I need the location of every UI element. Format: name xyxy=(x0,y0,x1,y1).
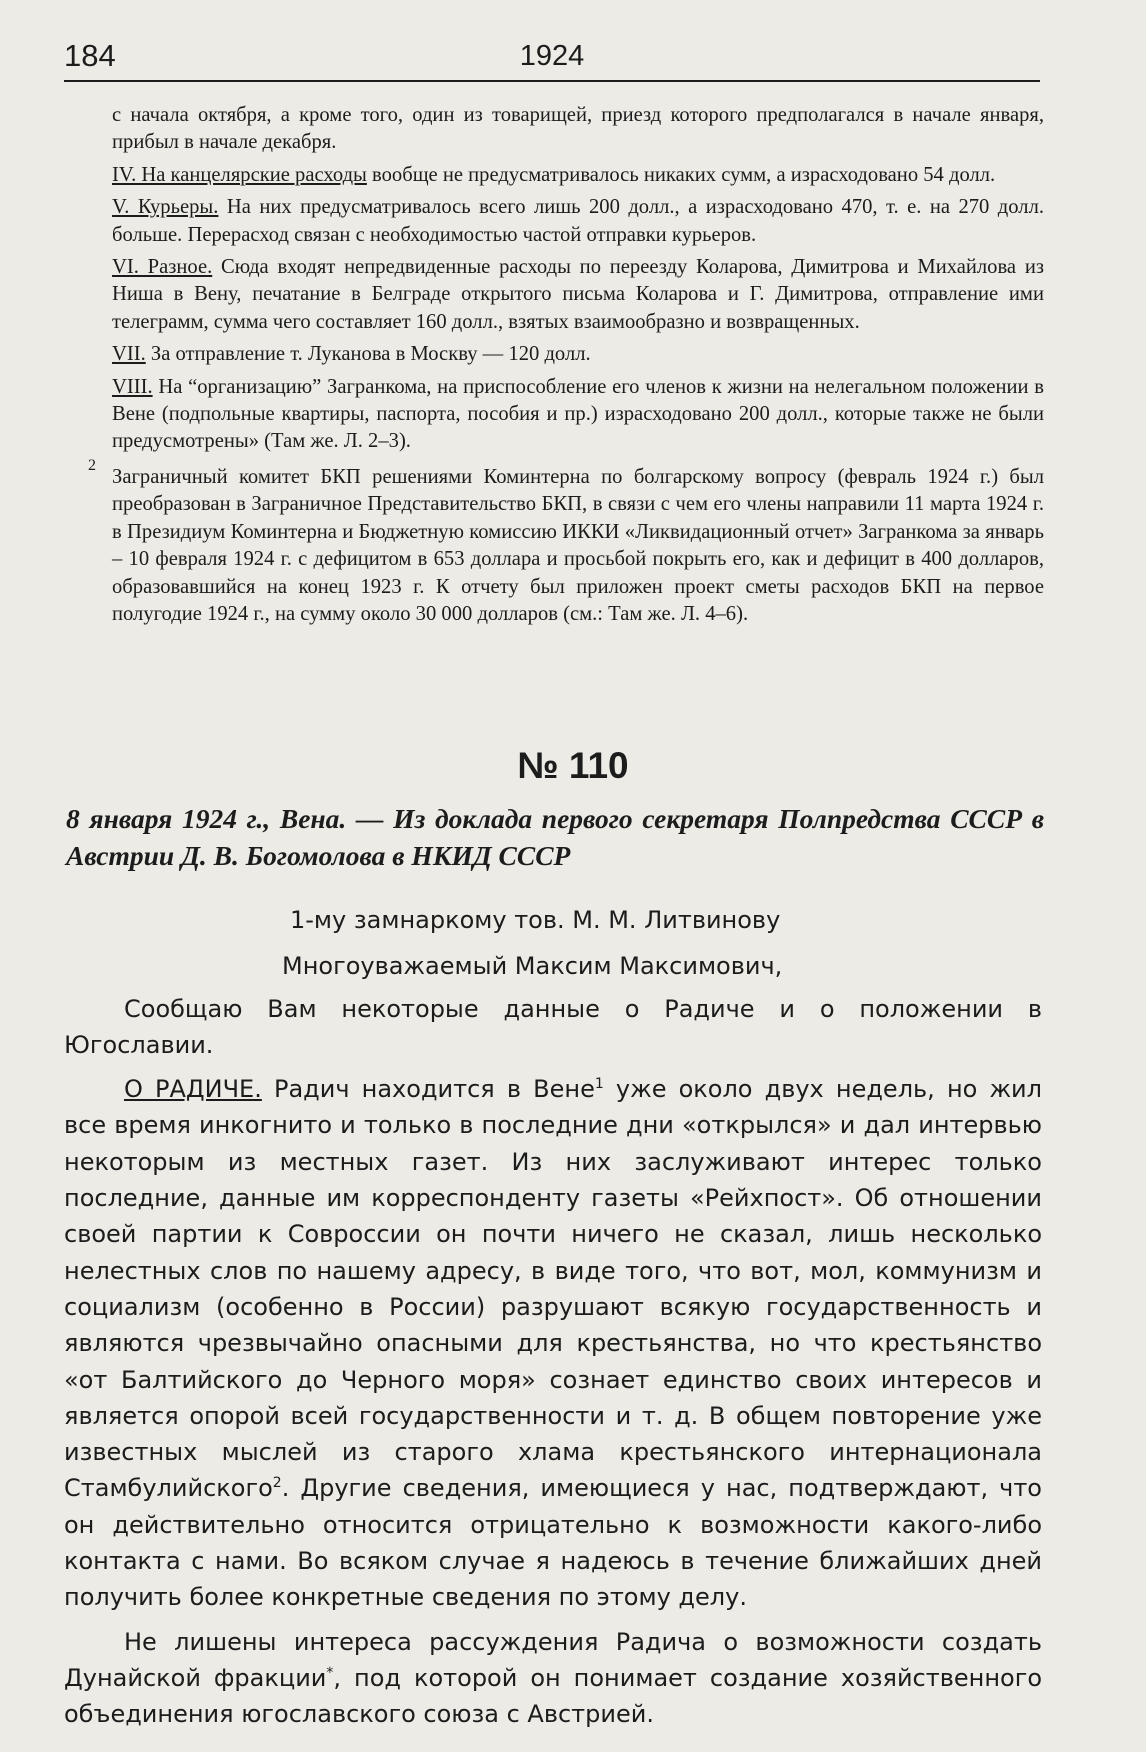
document-number: № 110 xyxy=(517,745,629,786)
section-heading-radich: О РАДИЧЕ. xyxy=(124,1075,262,1104)
body-paragraph-3 xyxy=(64,1624,1042,1733)
body-paragraph-3-part-b: , под которой он понимает создание хозяйственного объединения югославского союза с Австрией. xyxy=(64,1663,1043,1729)
note-item-iv xyxy=(112,162,1044,189)
note-item-v xyxy=(112,194,1044,249)
footnotes-block xyxy=(88,102,1044,633)
footnote-ref-1: 1 xyxy=(594,1076,604,1093)
footnote-ref-asterisk: * xyxy=(326,1664,334,1681)
body-paragraph-2 xyxy=(64,1071,1042,1615)
note-item-viii xyxy=(112,374,1044,456)
page-number: 184 xyxy=(64,38,116,73)
note-item-vii xyxy=(112,341,1044,368)
note-item-viii-label: VIII. xyxy=(112,375,153,398)
body-paragraph-2-part-c: . Другие сведения, имеющиеся у нас, подтверждают, что он действительно относится отрицательно к возможности какого-либо контакта с нами. Во всяком случае я надеюсь в течение ближайших дней получить более конкретные сведения по этому делу. xyxy=(64,1474,1042,1612)
body-paragraph-2-part-a: Радич находится в Вене xyxy=(261,1075,595,1104)
note-item-v-label: V. Курьеры. xyxy=(112,196,219,219)
note-continuation: с начала октября, а кроме того, один из товарищей, приезд которого предполагался в начале января, прибыл в начале декабря. xyxy=(112,104,1044,154)
note-item-viii-text: На “организацию” Загранкома, на приспособление его членов к жизни на нелегальном положении в Вене (подпольные квартиры, паспорта, пособия и пр.) израсходовано 200 долл., которые также не были предусмотрены» (Там же. Л. 2–3). xyxy=(112,375,1044,453)
note-item-v-text: На них предусматривалось всего лишь 200 долл., а израсходовано 470, т. е. на 270 долл. больше. Перерасход связан с необходимостью частой отправки курьеров. xyxy=(112,196,1044,246)
note-item-vi xyxy=(112,254,1044,336)
body-paragraph-3-part-a: Не лишены интереса рассуждения Радича о возможности создать Дунайской фракции xyxy=(64,1627,1042,1692)
note-item-vi-label: VI. Разное. xyxy=(112,256,213,279)
page-header xyxy=(64,28,1040,82)
note-item-vii-label: VII. xyxy=(112,343,146,366)
footnote-ref-2: 2 xyxy=(272,1475,282,1492)
footnote-2-mark: 2 xyxy=(88,456,96,474)
note-item-iv-text: вообще не предусматривалось никаких сумм, а израсходовано 54 долл. xyxy=(366,163,996,186)
addressee-line: 1-му замнаркому тов. М. М. Литвинову xyxy=(290,906,781,934)
footnote-2 xyxy=(88,456,1044,628)
salutation-line: Многоуважаемый Максим Максимович, xyxy=(282,952,783,981)
note-item-vi-text: Сюда входят непредвиденные расходы по переезду Коларова, Димитрова и Михайлова из Ниша в Вену, печатание в Белграде открытого письма Коларова и Г. Димитрова, отправление ими телеграмм, сумма чего составляет 160 долл., взятых взаимообразно и возвращенных. xyxy=(112,256,1044,333)
document-body xyxy=(64,902,1042,1741)
footnote-2-text: Заграничный комитет БКП решениями Коминтерна по болгарскому вопросу (февраль 1924 г.) был преобразован в Заграничное Представительство БКП, в связи с чем его члены направили 11 марта 1924 г. в Президиум Коминтерна и Бюджетную комиссию ИККИ «Ликвидационный отчет» Загранкома за январь – 10 февраля 1924 г. с дефицитом в 653 доллара и просьбой покрыть его, как и дефицит в 400 долларов, образовавшийся на конец 1923 г. К отчету был приложен проект сметы расходов БКП на первое полугодие 1924 г., на сумму около 30 000 долларов (см.: Там же. Л. 4–6). xyxy=(112,465,1044,625)
body-paragraph-1: Сообщаю Вам некоторые данные о Радиче и о положении в Югославии. xyxy=(64,994,1042,1059)
note-item-iv-label: IV. На канцелярские расходы xyxy=(112,163,367,186)
document-title: 8 января 1924 г., Вена. — Из доклада первого секретаря Полпредства СССР в Австрии Д. В. Богомолова в НКИД СССР xyxy=(66,803,1044,871)
running-head-year: 1924 xyxy=(519,40,585,72)
note-item-vii-text: За отправление т. Луканова в Москву — 120 долл. xyxy=(145,343,591,366)
body-paragraph-2-part-b: уже около двух недель, но жил все время инкогнито и только в последние дни «открылся» и дал интервью некоторым из местных газет. Из них заслуживают интерес только последние, данные им корреспонденту газеты «Рейхпост». Об отношении своей партии к Совроссии он почти ничего не сказал, лишь несколько нелестных слов по нашему адресу, в виде того, что вот, мол, коммунизм и социализм (особенно в России) разрушают всякую государственность и являются чрезвычайно опасными для крестьянства, но что крестьянство «от Балтийского до Черного моря» сознает единство своих интересов и является опорой всей государственности и т. д. В общем повторение уже известных мыслей из старого хлама крестьянского интернационала Стамбулийского xyxy=(64,1075,1042,1503)
